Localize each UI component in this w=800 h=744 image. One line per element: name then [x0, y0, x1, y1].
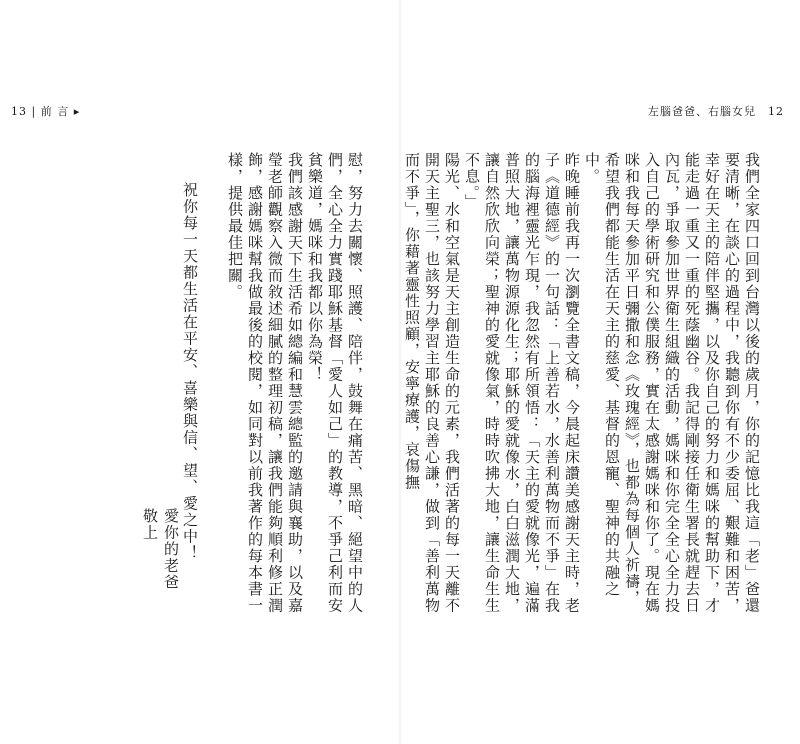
signature-block: [140, 508, 182, 591]
right-page: [402, 0, 800, 744]
left-page-body: [195, 152, 385, 622]
left-paragraph-1: 慰，努力去關懷、照護、陪伴，鼓舞在痛苦、黑暗、絕望中的人們，全心全力實踐耶穌基督「愛人如己」的教導，不爭己利而安貧樂道，媽咪和我都以你為榮！: [306, 152, 364, 614]
left-paragraph-2: 我們該感謝天下生活希如總編和慧雲總監的邀請與襄助，以及嘉瑩老師觀察入微而敘述細膩的整理初稿，讓我們能夠順利修正潤飾，感謝媽咪幫我做最後的校閱，如同對以前我著作的每本書一樣，提供最佳把關。: [226, 152, 304, 614]
left-page: [0, 0, 398, 744]
right-paragraph-2: 昨晚睡前我再一次瀏覽全書文稿，今晨起床讚美感謝天主時，老子《道德經》的一句話：「上善若水，水善利萬物而不爭」在我的腦海裡靈光乍現，我忽然有所領悟：「天主的愛就像光，遍滿普照大地，讓萬物源源化生；耶穌的愛就像水，白白滋潤大地，讓自然欣欣向榮；聖神的愛就像氣，時時吹拂大地，讓生命生生不息。」: [463, 152, 581, 614]
right-paragraph-3: 陽光、水和空氣是天主創造生命的元素，我們活著的每一天離不開天主聖三，也該努力學習主耶穌的良善心謙，做到「善利萬物而不爭」，你藉著靈性照顧，安寧療護，哀傷撫: [403, 152, 461, 614]
running-head-right: 左腦爸爸、右腦女兒 12: [648, 105, 784, 118]
right-page-body: [403, 152, 782, 622]
signature-closing: 敬上: [141, 508, 159, 541]
right-paragraph-1: 我們全家四口回到台灣以後的歲月，你的記憶比我這「老」爸還要清晰，在談心的過程中，我聽到你有不少委屈、艱難和困苦，幸好在天主的陪伴堅攜，以及你自己的努力和媽咪的幫助下，才能走過一重又一重的死蔭幽谷。我記得剛接任衛生署長就趕去日內瓦，爭取參加世界衛生組織的活動，媽咪和你完全全心全力投入自己的學術研究和公僕服務，實在太感謝媽咪和你了。現在媽咪和我每天參加平日彌撒和念《玫瑰經》，也都為每個人祈禱，希望我們都能生活在天主的慈愛、基督的恩寵、聖神的共融之中。: [583, 152, 761, 614]
closing-wish: 祝你每一天都生活在平安、喜樂與信、望、愛之中！: [181, 182, 199, 562]
running-head-left: 13 | 前 言 ▸: [11, 105, 81, 118]
signature-name: 愛你的老爸: [162, 508, 180, 591]
